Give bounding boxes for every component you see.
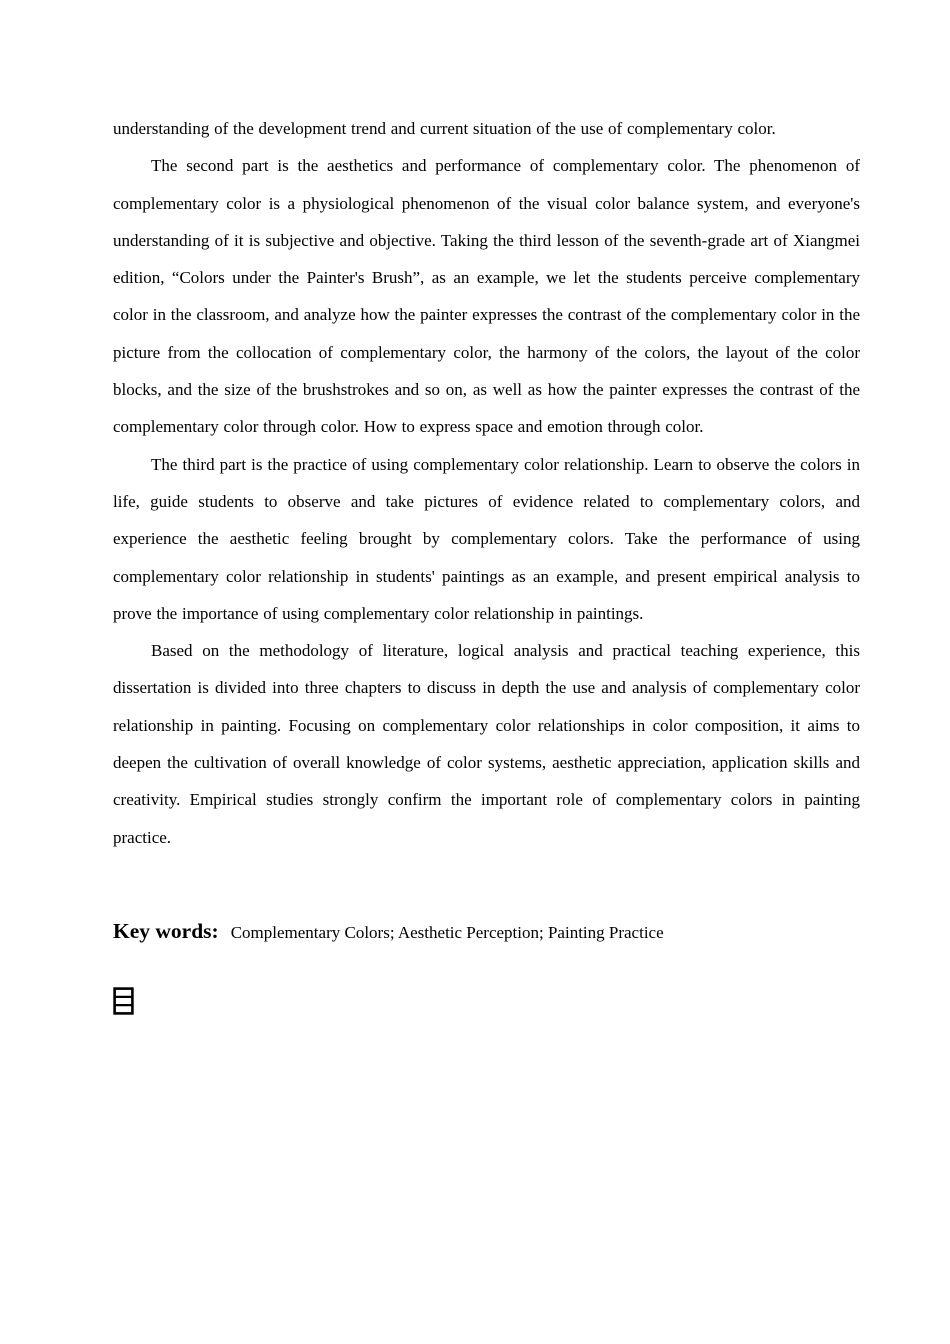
keywords-value: Complementary Colors; Aesthetic Perception; Painting Practice [230, 922, 664, 942]
paragraph-second-part: The second part is the aesthetics and performance of complementary color. The phenomenon of complementary color is a physiological phenomenon of the visual color balance system, and everyone's understanding of it is subjective and objective. Taking the third lesson of the seventh-grade art of Xiangmei edition, “Colors under the Painter's Brush”, as an example, we let the students perceive complementary color in the classroom, and analyze how the painter expresses the contrast of the complementary color in the picture from the collocation of complementary color, the harmony of the colors, the layout of the color blocks, and the size of the brushstrokes and so on, as well as how the painter expresses the contrast of the complementary color through color. How to express space and emotion through color. [113, 156, 860, 437]
paragraph-continuation: understanding of the development trend and current situation of the use of complementary color. [113, 119, 776, 138]
keywords-line [113, 916, 860, 949]
toc-heading [113, 987, 860, 1015]
keywords-label: Key words: [113, 918, 219, 943]
mu-character-glyph [113, 987, 134, 1015]
paragraph-methodology: Based on the methodology of literature, logical analysis and practical teaching experience, this dissertation is divided into three chapters to discuss in depth the use and analysis of complementary color relationship in painting. Focusing on complementary color relationships in color composition, it aims to deepen the cultivation of overall knowledge of color systems, aesthetic appreciation, application skills and creativity. Empirical studies strongly confirm the important role of complementary colors in painting practice. [113, 641, 860, 847]
abstract-body [113, 110, 860, 1015]
paragraph-third-part: The third part is the practice of using complementary color relationship. Learn to observe the colors in life, guide students to observe and take pictures of evidence related to complementary colors, and experience the aesthetic feeling brought by complementary colors. Take the performance of using complementary color relationship in students' paintings as an example, and present empirical analysis to prove the importance of using complementary color relationship in paintings. [113, 454, 860, 623]
